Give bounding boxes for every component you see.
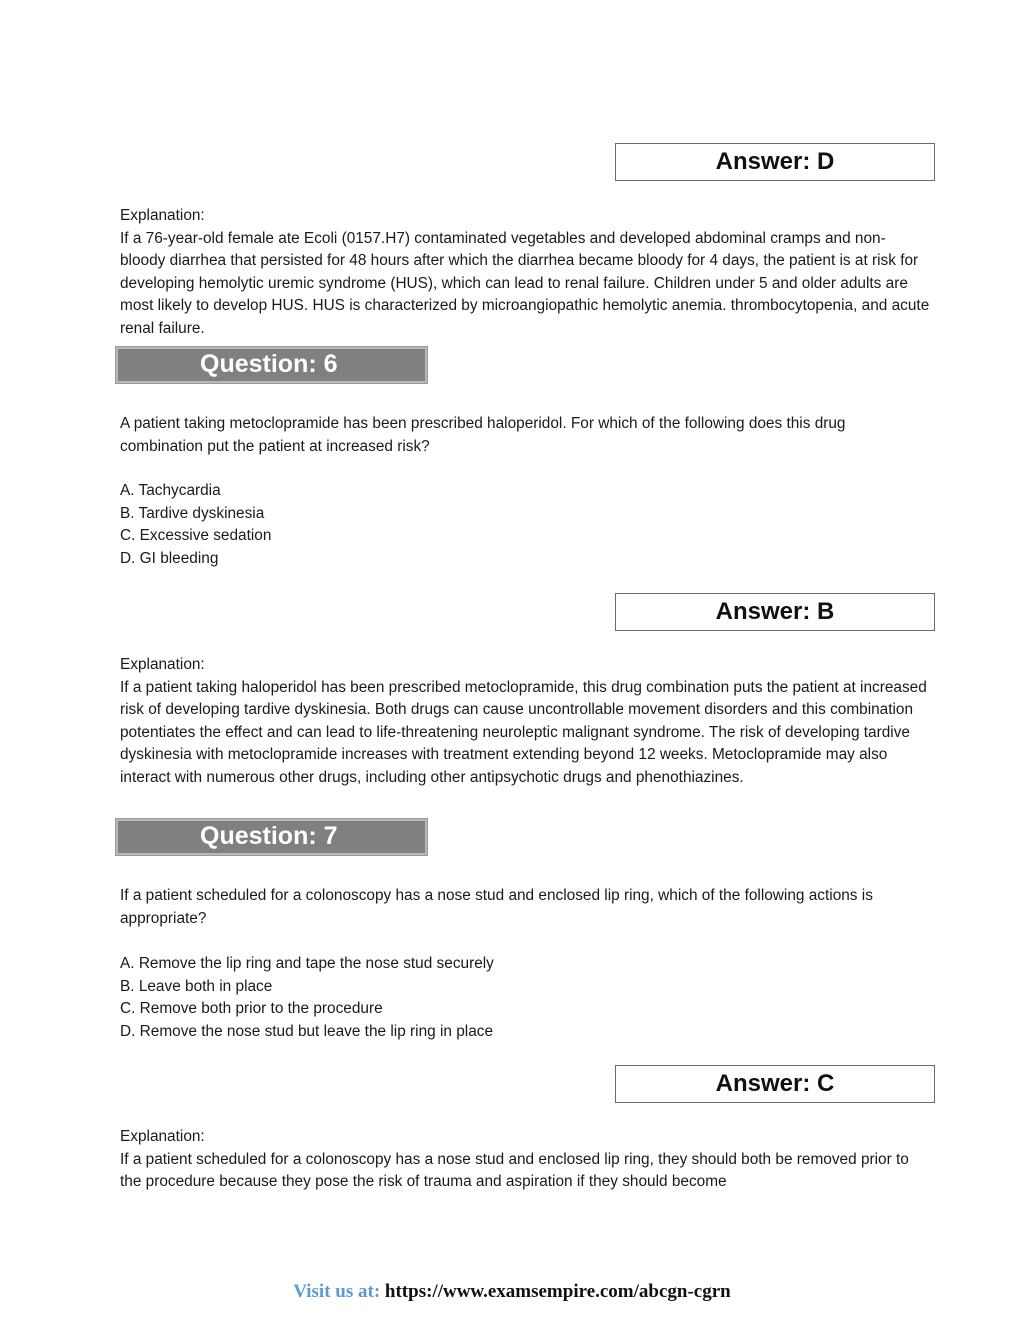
footer-lead: Visit us at: <box>293 1281 381 1302</box>
option-b: B. Tardive dyskinesia <box>120 504 265 522</box>
explanation-text: If a 76-year-old female ate Ecoli (0157.H7) contaminated vegetables and developed abdominal cramps and non-bloody diarrhea that persisted for 48 hours after which the diarrhea became bloody for 4 days, the patient is at risk for developing hemolytic uremic syndrome (HUS), which can lead to renal failure. Children under 5 and older adults are most likely to develop HUS. HUS is characterized by microangiopathic hemolytic anemia. thrombocytopenia, and acute renal failure. <box>120 229 930 337</box>
question-options-7 <box>120 953 930 1043</box>
explanation-q6 <box>120 654 930 789</box>
question-stem-6: A patient taking metoclopramide has been prescribed haloperidol. For which of the following does this drug combination put the patient at increased risk? <box>120 415 846 455</box>
answer-box-q5: Answer: D <box>615 143 935 181</box>
explanation-label: Explanation: <box>120 1128 205 1145</box>
question-banner-6 <box>115 346 428 384</box>
footer-url-link[interactable]: https://www.examsempire.com/abcgn-cgrn <box>384 1281 731 1302</box>
explanation-text: If a patient scheduled for a colonoscopy has a nose stud and enclosed lip ring, they should both be removed prior to the procedure because they pose the risk of trauma and aspiration if they should become <box>120 1150 909 1190</box>
question-title: Question: 7 <box>200 822 338 850</box>
answer-box-q7: Answer: C <box>615 1065 935 1103</box>
explanation-q5 <box>120 205 930 340</box>
question-title: Question: 6 <box>200 350 338 378</box>
explanation-label: Explanation: <box>120 656 205 673</box>
question-stem-7: If a patient scheduled for a colonoscopy has a nose stud and enclosed lip ring, which of the following actions is appropriate? <box>120 887 873 927</box>
option-d: D. GI bleeding <box>120 549 219 567</box>
option-c: C. Excessive sedation <box>120 527 272 544</box>
explanation-text: If a patient taking haloperidol has been prescribed metoclopramide, this drug combination puts the patient at increased risk of developing tardive dyskinesia. Both drugs can cause uncontrollable movement disorders and this combination potentiates the effect and can lead to life-threatening neuroleptic malignant syndrome. The risk of developing tardive dyskinesia with metoclopramide increases with treatment extending beyond 12 weeks. Metoclopramide may also interact with numerous other drugs, including other antipsychotic drugs and phenothiazines. <box>120 678 927 786</box>
option-c: C. Remove both prior to the procedure <box>120 1000 383 1017</box>
question-banner-7 <box>115 818 428 856</box>
question-options-6 <box>120 480 930 570</box>
answer-box-q6: Answer: B <box>615 593 935 631</box>
option-b: B. Leave both in place <box>120 977 273 995</box>
option-a: A. Tachycardia <box>120 482 221 499</box>
option-a: A. Remove the lip ring and tape the nose stud securely <box>120 955 494 972</box>
option-d: D. Remove the nose stud but leave the lip ring in place <box>120 1022 494 1040</box>
explanation-label: Explanation: <box>120 207 205 224</box>
explanation-q7 <box>120 1126 930 1194</box>
footer <box>0 1281 1024 1303</box>
